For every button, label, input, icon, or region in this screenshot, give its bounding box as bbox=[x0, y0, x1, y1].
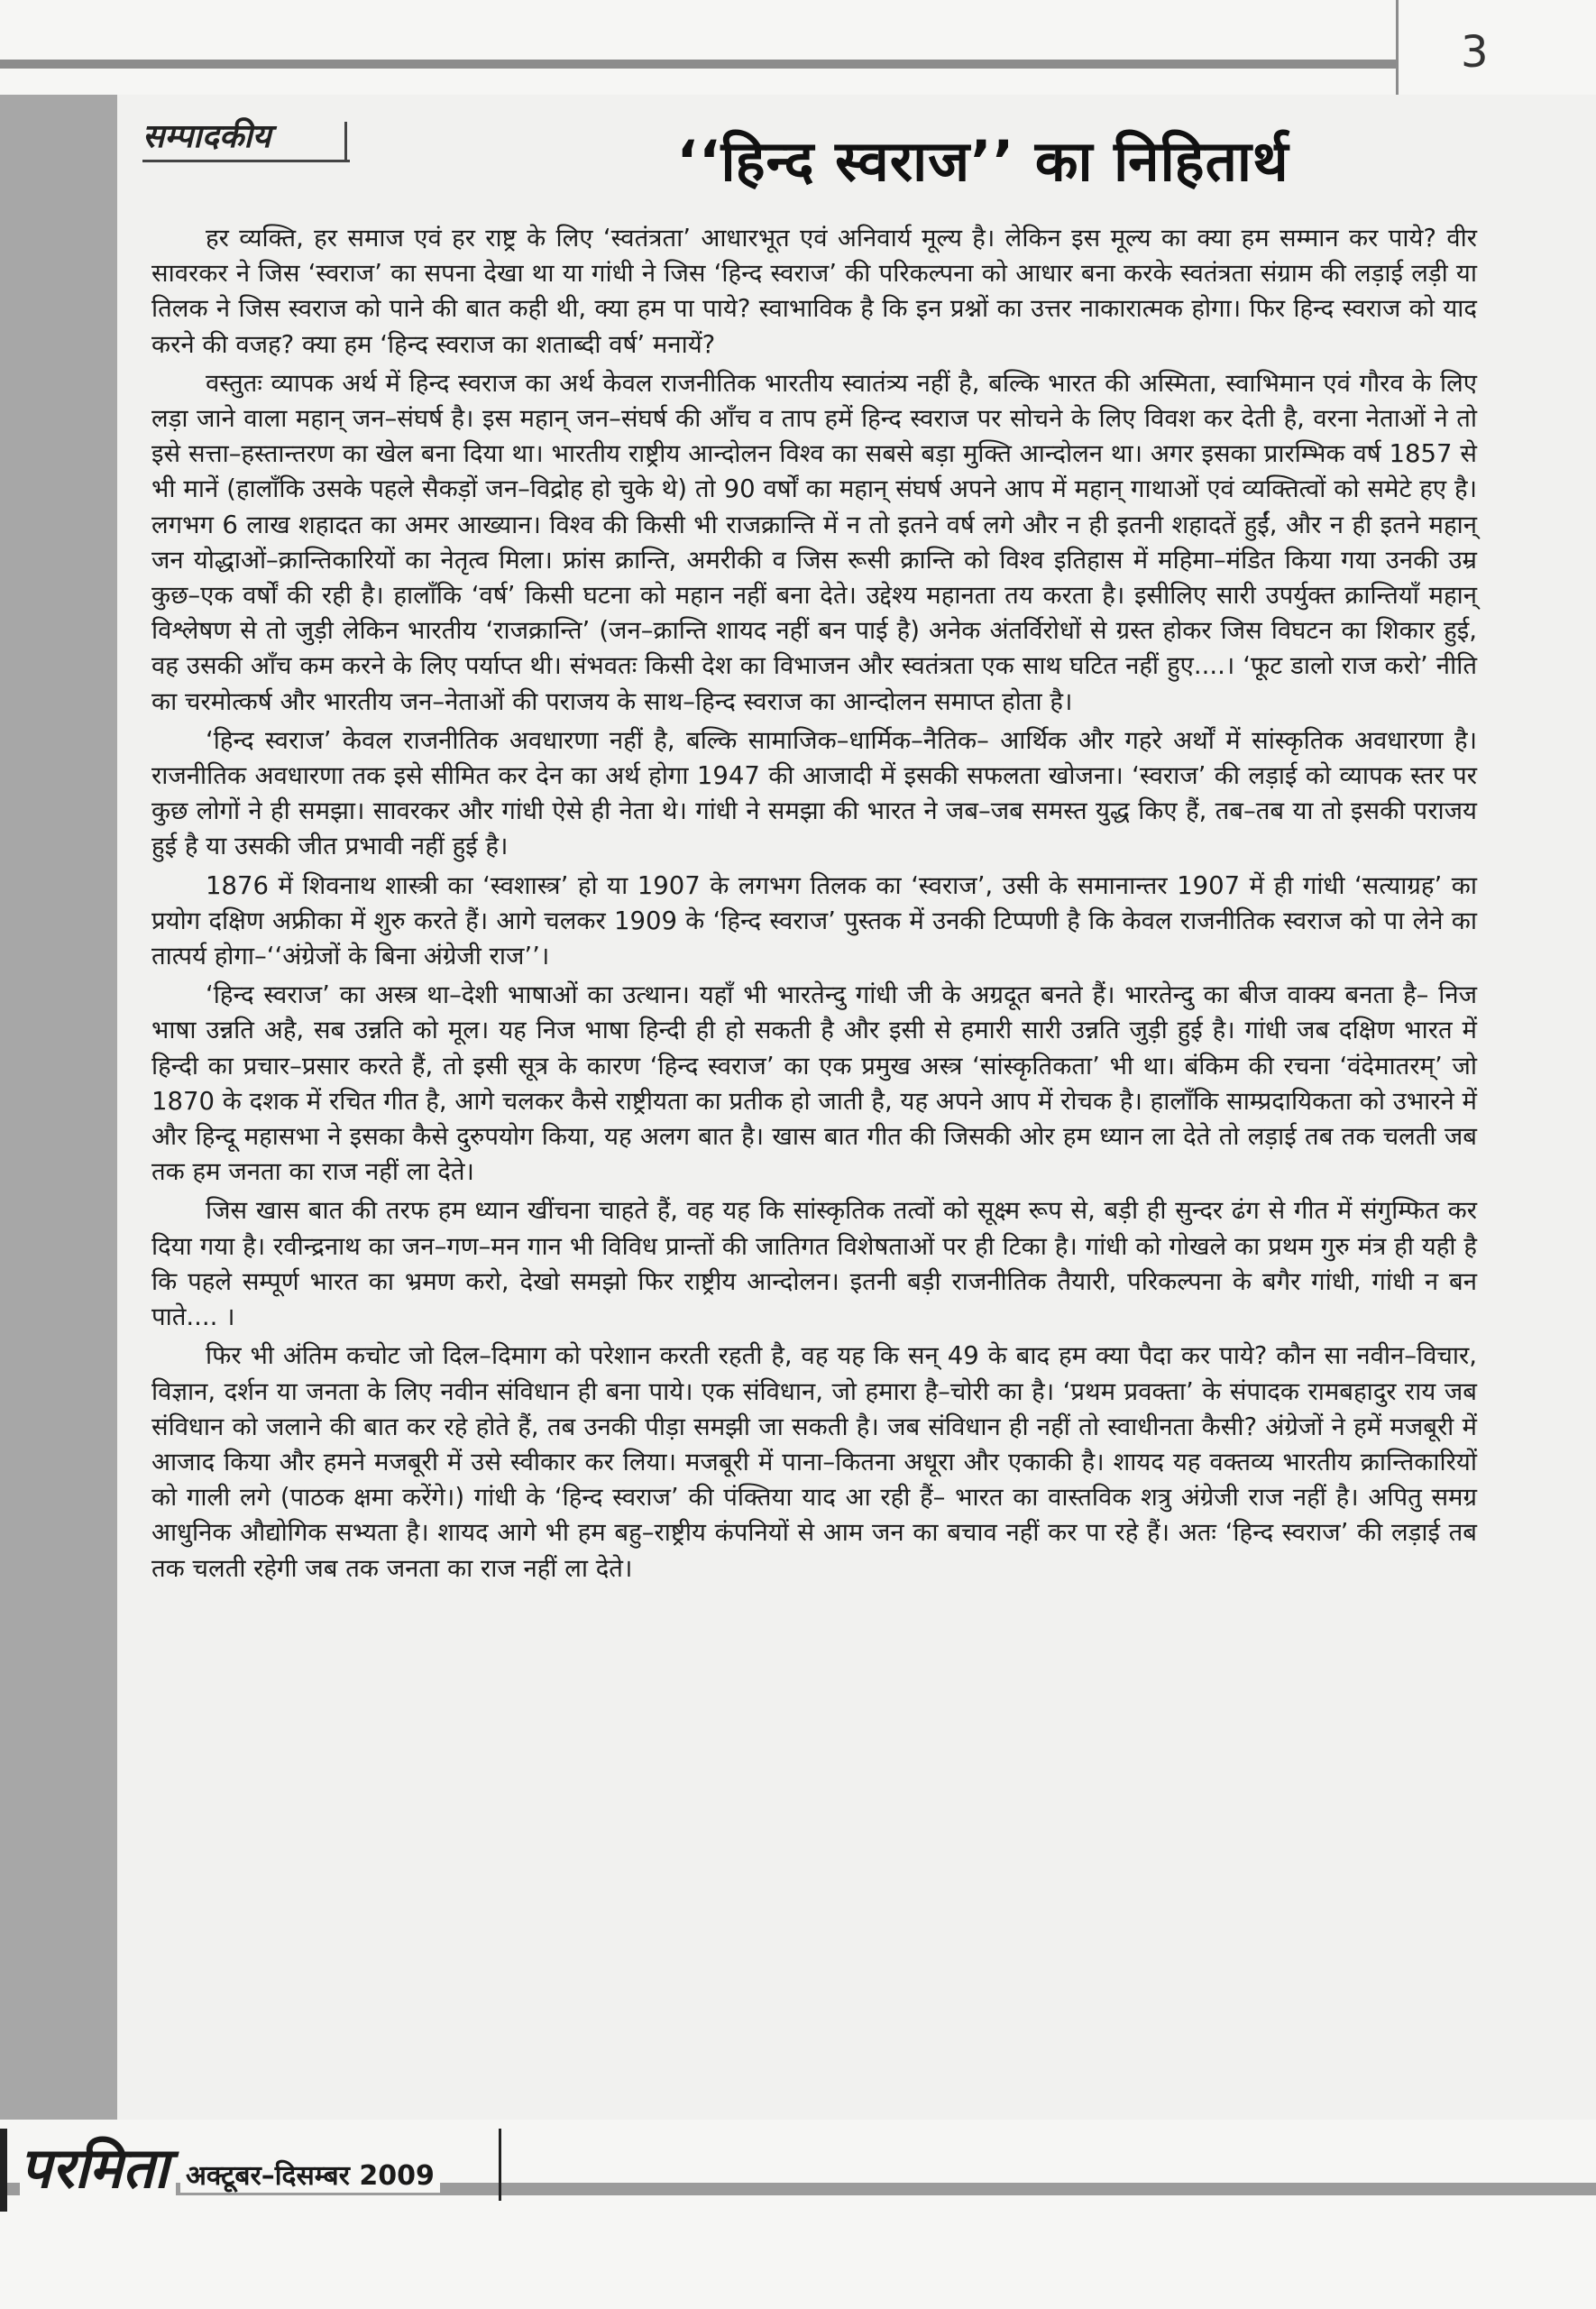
issue-date: अक्टूबर–दिसम्बर 2009 bbox=[180, 2156, 440, 2193]
article-panel bbox=[117, 95, 1596, 2120]
footer bbox=[0, 2120, 1596, 2309]
article-paragraph-6: जिस खास बात की तरफ हम ध्यान खींचना चाहते हैं, वह यह कि सांस्कृतिक तत्वों को सूक्ष्म रूप से, बड़ी ही सुन्दर ढंग से गीत में संगुम्फित कर दिया गया है। रवीन्द्रनाथ का जन–गण–मन गान भी विविध प्रान्तों की जातिगत विशेषताओं पर ही टिका है। गांधी को गोखले का प्रथम गुरु मंत्र ही यही है कि पहले सम्पूर्ण भारत का भ्रमण करो, देखो समझो फिर राष्ट्रीय आन्दोलन। इतनी बड़ी राजनीतिक तैयारी, परिकल्पना के बगैर गांधी, गांधी न बन पाते.... । bbox=[151, 1196, 1477, 1332]
section-label: सम्पादकीय bbox=[142, 117, 271, 155]
top-rule bbox=[0, 60, 1398, 69]
magazine-name: परमिता bbox=[20, 2129, 176, 2204]
article-paragraph-3: ‘हिन्द स्वराज’ केवल राजनीतिक अवधारणा नहीं है, बल्कि सामाजिक–धार्मिक–नैतिक– आर्थिक और गहरे अर्थों में सांस्कृतिक अवधारणा है। राजनीतिक अवधारणा तक इसे सीमित कर देन का अर्थ होगा 1947 की आजादी में इसकी सफलता खोजना। ‘स्वराज’ की लड़ाई को व्यापक स्तर पर कुछ लोगों ने ही समझा। सावरकर और गांधी ऐसे ही नेता थे। गांधी ने समझा की भारत ने जब–जब समस्त युद्ध किए हैं, तब–तब या तो इसकी पराजय हुई है या उसकी जीत प्रभावी नहीं हुई है। bbox=[151, 725, 1477, 861]
top-band bbox=[0, 0, 1596, 95]
article-body bbox=[151, 221, 1477, 1590]
article-paragraph-7: फिर भी अंतिम कचोट जो दिल–दिमाग को परेशान करती रहती है, वह यह कि सन् 49 के बाद हम क्या पैदा कर पाये? कौन सा नवीन–विचार, विज्ञान, दर्शन या जनता के लिए नवीन संविधान ही बना पाये। एक संविधान, जो हमारा है–चोरी का है। ‘प्रथम प्रवक्ता’ के संपादक रामबहादुर राय जब संविधान को जलाने की बात कर रहे होते हैं, तब उनकी पीड़ा समझी जा सकती है। जब संविधान ही नहीं तो स्वाधीनता कैसी? अंग्रेजों ने हमें मजबूरी में आजाद किया और हमने मजबूरी में उसे स्वीकार कर लिया। मजबूरी में पाना–कितना अधूरा और एकाकी है। शायद यह वक्तव्य भारतीय क्रान्तिकारियों को गाली लगे (पाठक क्षमा करेंगे।) गांधी के ‘हिन्द स्वराज’ की पंक्तिया याद आ रही हैं– भारत का वास्तविक शत्रु अंग्रेजी राज नहीं है। अपितु समग्र आधुनिक औद्योगिक सभ्यता है। शायद आगे भी हम बहु–राष्ट्रीय कंपनियों से आम जन का बचाव नहीं कर पा रहे हैं। अतः ‘हिन्द स्वराज’ की लड़ाई तब तक चलती रहेगी जब तक जनता का राज नहीं ला देते। bbox=[151, 1341, 1477, 1583]
footer-divider bbox=[499, 2129, 501, 2201]
section-label-divider bbox=[344, 122, 347, 162]
article-title: ‘‘हिन्द स्वराज’’ का निहितार्थ bbox=[676, 128, 1289, 194]
top-vertical-rule bbox=[1396, 0, 1399, 95]
article-paragraph-5: ‘हिन्द स्वराज’ का अस्त्र था–देशी भाषाओं का उत्थान। यहाँ भी भारतेन्दु गांधी जी के अग्रदूत बनते हैं। भारतेन्दु का बीज वाक्य बनता है– निज भाषा उन्नति अहै, सब उन्नति को मूल। यह निज भाषा हिन्दी ही हो सकती है और इसी से हमारी सारी उन्नति जुड़ी हुई है। गांधी जब दक्षिण भारत में हिन्दी का प्रचार–प्रसार करते हैं, तो इसी सूत्र के कारण ‘हिन्द स्वराज’ का एक प्रमुख अस्त्र ‘सांस्कृतिकता’ भी था। बंकिम की रचना ‘वंदेमातरम्’ जो 1870 के दशक में रचित गीत है, आगे चलकर कैसे राष्ट्रीयता का प्रतीक हो जाती है, यह अपने आप में रोचक है। हालाँकि साम्प्रदायिकता को उभारने में और हिन्दू महासभा ने इसका कैसे दुरुपयोग किया, यह अलग बात है। खास बात गीत की जिसकी ओर हम ध्यान ला देते तो लड़ाई तब तक चलती जब तक हम जनता का राज नहीं ला देते। bbox=[151, 980, 1477, 1187]
left-margin-bar bbox=[0, 95, 117, 2120]
page-number: 3 bbox=[1461, 27, 1489, 78]
article-paragraph-4: 1876 में शिवनाथ शास्त्री का ‘स्वशास्त्र’ हो या 1907 के लगभग तिलक का ‘स्वराज’, उसी के समानान्तर 1907 में ही गांधी ‘सत्याग्रह’ का प्रयोग दक्षिण अफ्रीका में शुरु करते हैं। आगे चलकर 1909 के ‘हिन्द स्वराज’ पुस्तक में उनकी टिप्पणी है कि केवल राजनीतिक स्वराज को पा लेने का तात्पर्य होगा–‘‘अंग्रेजों के बिना अंग्रेजी राज’’। bbox=[151, 870, 1477, 971]
section-label-underline bbox=[142, 160, 350, 162]
article-paragraph-2: वस्तुतः व्यापक अर्थ में हिन्द स्वराज का अर्थ केवल राजनीतिक भारतीय स्वातंत्र्य नहीं है, बल्कि भारत की अस्मिता, स्वाभिमान एवं गौरव के लिए लड़ा जाने वाला महान् जन–संघर्ष है। इस महान् जन–संघर्ष की आँच व ताप हमें हिन्द स्वराज पर सोचने के लिए विवश कर देती है, वरना नेताओं ने तो इसे सत्ता–हस्तान्तरण का खेल बना दिया था। भारतीय राष्ट्रीय आन्दोलन विश्व का सबसे बड़ा मुक्ति आन्दोलन था। अगर इसका प्रारम्भिक वर्ष 1857 से भी मानें (हालाँकि उसके पहले सैकड़ों जन–विद्रोह हो चुके थे) तो 90 वर्षों का महान् संघर्ष अपने आप में महान् गाथाओं एवं व्यक्तित्वों को समेटे हए है। लगभग 6 लाख शहादत का अमर आख्यान। विश्व की किसी भी राजक्रान्ति में न तो इतने वर्ष लगे और न ही इतनी शहादतें हुईं, और न ही इतने महान् जन योद्धाओं–क्रान्तिकारियों का नेतृत्व मिला। फ्रांस क्रान्ति, अमरीकी व जिस रूसी क्रान्ति को विश्व इतिहास में महिमा–मंडित किया गया उनकी उम्र कुछ–एक वर्षों की रही है। हालाँकि ‘वर्ष’ किसी घटना को महान नहीं बना देते। उद्देश्य महानता तय करता है। इसीलिए सारी उपर्युक्त क्रान्तियाँ महान् विश्लेषण से तो जुड़ी लेकिन भारतीय ‘राजक्रान्ति’ (जन–क्रान्ति शायद नहीं बन पाई है) अनेक अंतर्विरोधों से ग्रस्त होकर जिस विघटन का शिकार हुई, वह उसकी आँच कम करने के लिए पर्याप्त थी। संभवतः किसी देश का विभाजन और स्वतंत्रता एक साथ घटित नहीं हुए....। ‘फूट डालो राज करो’ नीति का चरमोत्कर्ष और भारतीय जन–नेताओं की पराजय के साथ–हिन्द स्वराज का आन्दोलन समाप्त होता है। bbox=[151, 368, 1477, 716]
footer-left-bar bbox=[0, 2129, 7, 2212]
article-paragraph-1: हर व्यक्ति, हर समाज एवं हर राष्ट्र के लिए ‘स्वतंत्रता’ आधारभूत एवं अनिवार्य मूल्य है। लेकिन इस मूल्य का क्या हम सम्मान कर पाये? वीर सावरकर ने जिस ‘स्वराज’ का सपना देखा था या गांधी ने जिस ‘हिन्द स्वराज’ की परिकल्पना को आधार बना करके स्वतंत्रता संग्राम की लड़ाई लड़ी या तिलक ने जिस स्वराज को पाने की बात कही थी, क्या हम पा पाये? स्वाभाविक है कि इन प्रश्नों का उत्तर नाकारात्मक होगा। फिर हिन्द स्वराज को याद करने की वजह? क्या हम ‘हिन्द स्वराज का शताब्दी वर्ष’ मनायें? bbox=[151, 224, 1477, 359]
